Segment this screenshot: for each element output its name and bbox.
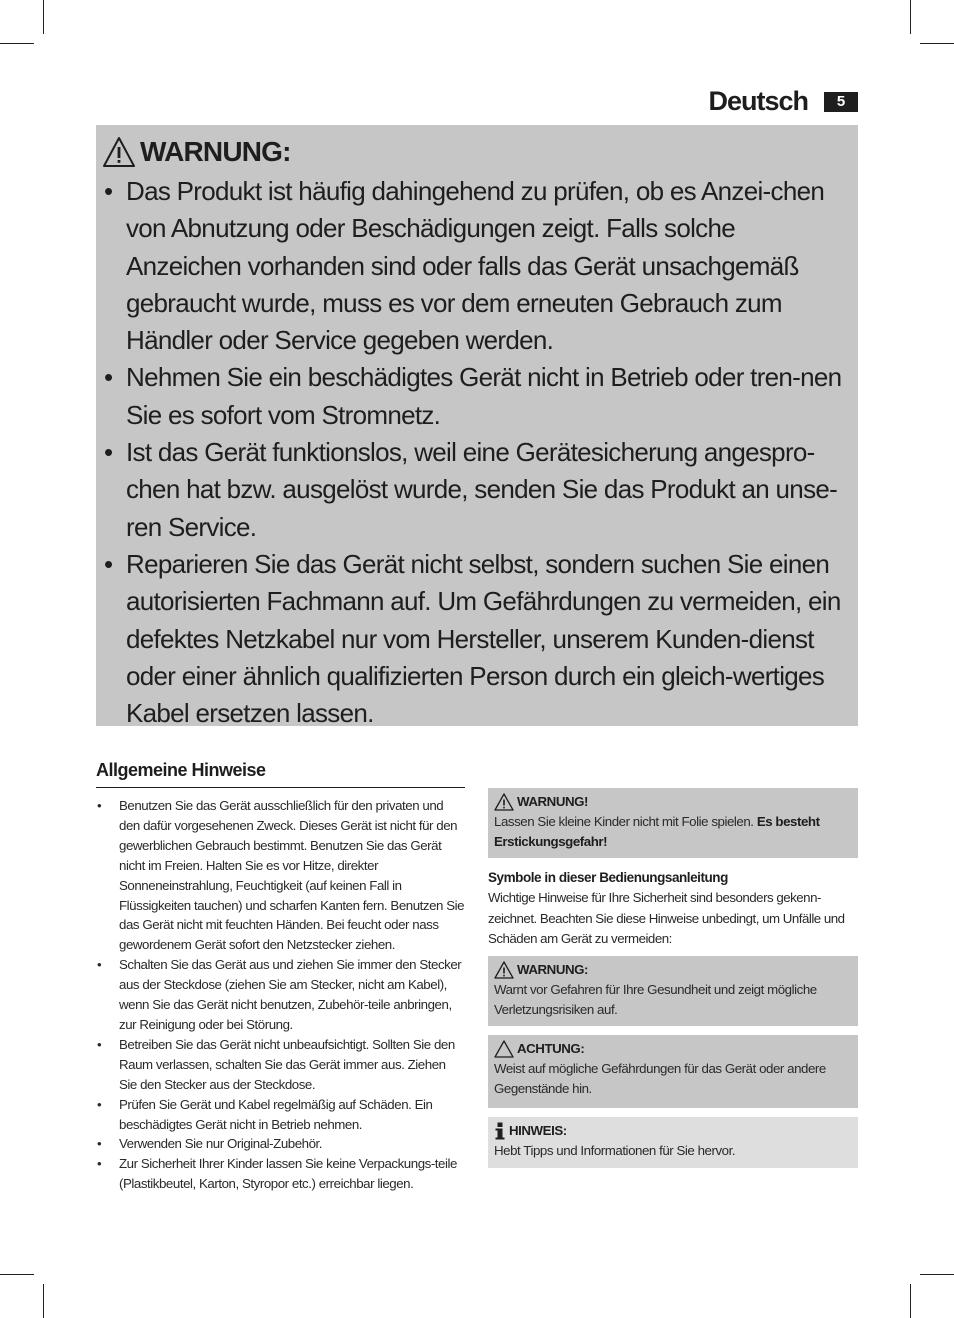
caution-triangle-icon xyxy=(494,1040,514,1058)
symbols-heading: Symbole in dieser Bedienungsanleitung xyxy=(488,870,728,885)
info-icon xyxy=(494,1122,506,1140)
main-warning-item: • Reparieren Sie das Gerät nicht selbst, sondern suchen Sie einen autorisierten Fachmann auf. Um Gefährdungen zu vermeiden, ein defektes Netzkabel nur vom Hersteller, unserem Kunden-dienst oder einer ähnlich qualifizierten Person durch ein gleich-wertiges Kabel ersetzen lassen. xyxy=(102,546,850,732)
symbol-caution-header xyxy=(494,1039,852,1059)
list-item: • Zur Sicherheit Ihrer Kinder lassen Sie keine Verpackungs-teile (Plastikbeutel, Karton, Styropor etc.) erreichbar liegen. xyxy=(96,1154,465,1194)
general-notes-section xyxy=(96,756,465,1194)
crop-mark xyxy=(0,43,34,44)
symbol-warning-box xyxy=(488,956,858,1026)
main-warning-item: • Ist das Gerät funktionslos, weil eine Gerätesicherung angespro-chen hat bzw. ausgelöst wurde, senden Sie das Produkt an unse-ren Service. xyxy=(102,434,850,546)
main-warning-list xyxy=(102,173,850,732)
main-warning-title xyxy=(102,131,850,173)
symbol-warning-title: WARNUNG: xyxy=(517,961,589,977)
crop-mark xyxy=(0,1274,34,1275)
kids-warning-body: Lassen Sie kleine Kinder nicht mit Folie spielen. xyxy=(494,814,754,829)
main-warning-box xyxy=(96,125,858,729)
symbol-note-box xyxy=(488,1117,858,1168)
language-label: Deutsch xyxy=(708,86,808,116)
main-warning-item: • Das Produkt ist häufig dahingehend zu prüfen, ob es Anzei-chen von Abnutzung oder Beschädigungen zeigt. Falls solche Anzeichen vorhanden sind oder falls das Gerät unsachgemäß gebraucht wurde, muss es vor dem erneuten Gebrauch zum Händler oder Service gegeben werden. xyxy=(102,173,850,359)
symbol-note-title: HINWEIS: xyxy=(509,1122,567,1138)
kids-warning-box xyxy=(488,788,858,858)
symbol-caution-title: ACHTUNG: xyxy=(517,1040,585,1056)
main-warning-item: • Nehmen Sie ein beschädigtes Gerät nicht in Betrieb oder tren-nen Sie es sofort vom Stromnetz. xyxy=(102,359,850,434)
warning-triangle-icon xyxy=(102,136,136,168)
list-item: • Prüfen Sie Gerät und Kabel regelmäßig auf Schäden. Ein beschädigtes Gerät nicht in Betrieb nehmen. xyxy=(96,1095,465,1135)
crop-mark xyxy=(920,43,954,44)
right-column xyxy=(488,788,858,1168)
crop-mark xyxy=(910,1284,911,1318)
list-item: • Benutzen Sie das Gerät ausschließlich für den privaten und den dafür vorgesehenen Zweck. Dieses Gerät ist nicht für den gewerblichen Gebrauch bestimmt. Benutzen Sie das Gerät nicht im Freien. Halten Sie es vor Hitze, direkter Sonneneinstrahlung, Feuchtigkeit (auf keinen Fall in Flüssigkeiten tauchen) und scharfen Kanten fern. Benutzen Sie das Gerät nicht mit feuchten Händen. Bei feucht oder nass gewordenem Gerät sofort den Netzstecker ziehen. xyxy=(96,796,465,955)
symbol-warning-header xyxy=(494,960,852,980)
symbol-caution-text: Weist auf mögliche Gefährdungen für das Gerät oder andere Gegenstände hin. xyxy=(494,1060,826,1096)
symbol-warning-text: Warnt vor Gefahren für Ihre Gesundheit und zeigt mögliche Verletzungsrisiken auf. xyxy=(494,981,817,1017)
kids-warning-header xyxy=(494,792,852,812)
warning-triangle-icon xyxy=(494,793,514,811)
page-header xyxy=(708,86,858,117)
general-notes-list xyxy=(96,796,465,1194)
crop-mark xyxy=(920,1274,954,1275)
warning-triangle-icon xyxy=(494,961,514,979)
list-item: • Schalten Sie das Gerät aus und ziehen Sie immer den Stecker aus der Steckdose (ziehen Sie am Stecker, nicht am Kabel), wenn Sie das Gerät nicht benutzen, Zubehör-teile anbringen, zur Reinigung oder bei Störung. xyxy=(96,955,465,1035)
kids-warning-text xyxy=(494,812,852,852)
crop-mark xyxy=(43,1284,44,1318)
heading-divider xyxy=(96,787,465,788)
symbol-note-text: Hebt Tipps und Informationen für Sie hervor. xyxy=(494,1142,736,1158)
list-item: • Betreiben Sie das Gerät nicht unbeaufsichtigt. Sollten Sie den Raum verlassen, schalten Sie das Gerät immer aus. Ziehen Sie den Stecker aus der Steckdose. xyxy=(96,1035,465,1095)
general-notes-heading: Allgemeine Hinweise xyxy=(96,760,266,780)
crop-mark xyxy=(910,0,911,34)
kids-warning-emphasis: Es besteht Erstickungsgefahr! xyxy=(494,814,820,849)
symbol-caution-box xyxy=(488,1035,858,1108)
page-number: 5 xyxy=(824,92,858,112)
crop-mark xyxy=(43,0,44,34)
list-item: • Verwenden Sie nur Original-Zubehör. xyxy=(96,1134,465,1154)
kids-warning-title: WARNUNG! xyxy=(517,794,589,809)
symbol-note-header xyxy=(494,1121,852,1141)
main-warning-heading: WARNUNG: xyxy=(140,136,291,167)
symbols-intro: Wichtige Hinweise für Ihre Sicherheit sind besonders gekenn-zeichnet. Beachten Sie diese Hinweise unbedingt, um Unfälle und Schäden am Gerät zu vermeiden: xyxy=(488,890,845,946)
